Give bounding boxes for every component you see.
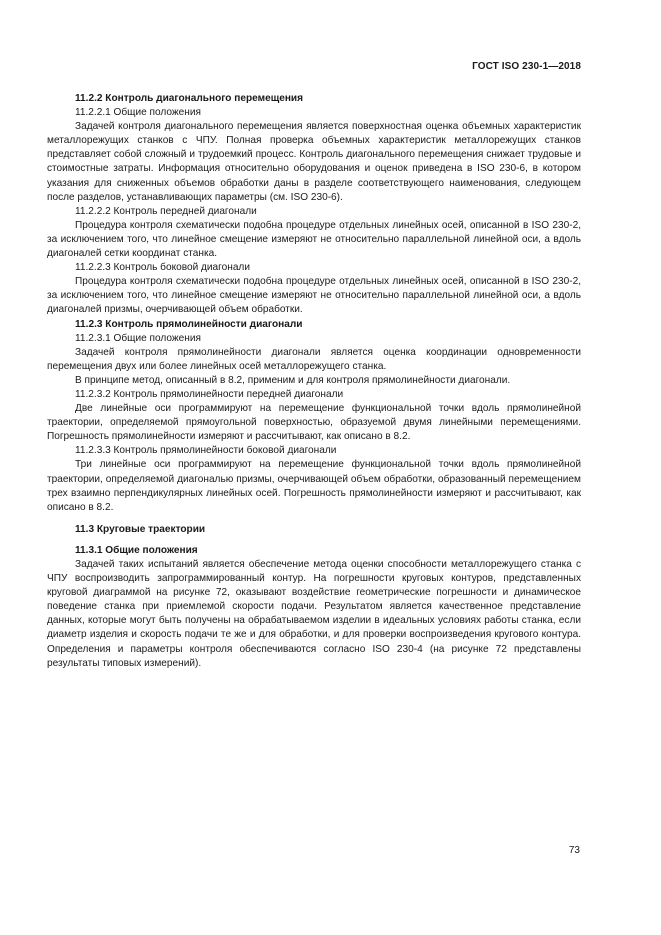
paragraph: Задачей таких испытаний является обеспечение метода оценки способности металлорежущего станка с ЧПУ воспроизводить запрограммированный контур. На погрешности круговых контуров, представленных круговой диаграммой на рисунке 72, оказывают воздействие геометрические погрешности и динамическое поведение станка при приемлемой скорости подачи. Результатом является качественное представление данных, которые могут быть получены на обрабатываемом изделии в идеальных условиях работы станка, если диаметр изделия и скорость подачи те же и для обработки, и для проверки воспроизведения кругового контура. Определения и параметры контроля обеспечиваются согласно ISO 230-4 (на рисунке 72 представлены результаты типовых измерений). <box>47 559 581 669</box>
paragraph: Три линейные оси программируют на перемещение функциональной точки вдоль прямолинейной траектории, определяемой диагональю призмы, очерчивающей объем обработки, образованный перемещением трех взаимно перпендикулярных линейных осей. Погрешность прямолинейности измеряют и рассчитывают, как описано в 8.2. <box>47 459 581 513</box>
paragraph: Две линейные оси программируют на перемещение функциональной точки вдоль прямолинейной траектории, определяемой прямоугольной поверхностью, образуемой двумя линейными перемещениями. Погрешность прямолинейности измеряют и рассчитывают, как описано в 8.2. <box>47 403 581 443</box>
paragraph: В принципе метод, описанный в 8.2, применим и для контроля прямолинейности диагонали. <box>75 374 511 386</box>
section-heading-11-3: 11.3 Круговые траектории <box>75 523 206 535</box>
section-heading-11-2-3: 11.2.3 Контроль прямолинейности диагонали <box>75 318 303 330</box>
standard-designation: ГОСТ ISO 230-1—2018 <box>472 61 581 72</box>
page-number: 73 <box>568 845 580 856</box>
subsection-heading-11-2-2-1: 11.2.2.1 Общие положения <box>75 107 201 119</box>
paragraph: Задачей контроля диагонального перемещения является поверхностная оценка объемных характеристик металлорежущих станков с ЧПУ. Полная проверка объемных характеристик металлорежущих станков представляет собой сложный и трудоемкий процесс. Контроль диагонального перемещения снижает трудовые и стоимостные затраты. Информация относительно оборудования и оценок приведена в ISO 230-6, в котором указания для сниженных объемов обработки даны в разделе соответствующего наименования, следующем после разделов, устанавливающих параметры (см. ISO 230-6). <box>47 121 581 203</box>
paragraph: Задачей контроля прямолинейности диагонали является оценка координации одновременности перемещения двух или более линейных осей металлорежущего станка. <box>47 346 581 372</box>
paragraph: Процедура контроля схематически подобна процедуре отдельных линейных осей, описанной в ISO 230-2, за исключением того, что линейное смещение измеряют не относительно параллельной линейной оси, а вдоль диагоналей сетки координат станка. <box>47 219 581 260</box>
section-heading-11-3-1: 11.3.1 Общие положения <box>75 544 198 556</box>
paragraph: Процедура контроля схематически подобна процедуре отдельных линейных осей, описанной в ISO 230-2, за исключением того, что линейное смещение измеряют не относительно параллельной линейной оси, а вдоль диагоналей призмы, очерчивающей объем обработки. <box>47 276 581 316</box>
document-body <box>47 92 581 671</box>
subsection-heading-11-2-2-3: 11.2.2.3 Контроль боковой диагонали <box>75 262 250 274</box>
subsection-heading-11-2-3-1: 11.2.3.1 Общие положения <box>75 332 201 344</box>
subsection-heading-11-2-3-2: 11.2.3.2 Контроль прямолинейности передней диагонали <box>75 388 344 400</box>
subsection-heading-11-2-2-2: 11.2.2.2 Контроль передней диагонали <box>75 205 257 217</box>
section-heading-11-2-2: 11.2.2 Контроль диагонального перемещения <box>75 93 304 104</box>
subsection-heading-11-2-3-3: 11.2.3.3 Контроль прямолинейности боковой диагонали <box>75 445 337 457</box>
